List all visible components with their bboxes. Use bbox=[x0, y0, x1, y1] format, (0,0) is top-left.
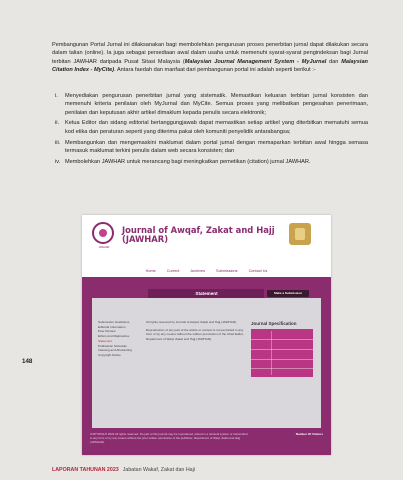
report-title: LAPORAN TAHUNAN 2023 bbox=[52, 467, 119, 473]
department-name: Jabatan Wakaf, Zakat dan Haji bbox=[122, 467, 195, 473]
sidebar-item: Peer Review bbox=[98, 329, 116, 334]
intro-mycite: Malaysian Citation Index - MyCite) bbox=[52, 58, 368, 74]
site-footer-text: COPYRIGHT 2024 All rights reserved. No part of this journal may be reproduced, stored in a retrieval system or transmitted in any form or by any means without the prior written permission of the publisher, Department of Waqf, Zakat and Hajj (JAWHAR). bbox=[90, 432, 248, 445]
site-sidebar-menu bbox=[98, 320, 138, 358]
sidebar-item: Ethics And Malpractice bbox=[98, 334, 130, 339]
sidebar-item: Publication Schedule bbox=[98, 343, 127, 348]
site-header bbox=[82, 215, 331, 271]
make-submission-button: Make a Submission bbox=[267, 290, 309, 297]
visitor-counter: Number Of Visitors bbox=[295, 432, 323, 436]
logo-caption: JAWHAR bbox=[98, 246, 110, 249]
statement-content: All rights reserved by Journal of Awqaf, Zakat and Hajj (JAWHAR). Reproduction of any part of the article or content is not permitted in any form or by any means without the written permission of the Chief Editor, Department of Waqf, Zakat and Hajj (JAWHAR). bbox=[146, 320, 244, 341]
objective-item: i. Menyediakan pengurusan penerbitan jurnal yang sistematik. Memastikan keluaran terbitan jurnal konsisten dan memenuhi kriteria penilaian oleh MyJurnal dan MyCite. Semua proses yang melibatkan pengesahan penerimaan, penilaian dan keputusan akhir artikel dimaklum kepada penulis secara elektronik; bbox=[55, 93, 368, 116]
spec-title: Journal Specification bbox=[251, 321, 297, 326]
panel-title: Statement bbox=[195, 291, 218, 296]
nav-submissions: Submissions bbox=[216, 269, 238, 273]
sidebar-item: Submission Guidelines bbox=[98, 320, 130, 324]
panel-header bbox=[92, 289, 321, 298]
statement-panel bbox=[92, 289, 321, 428]
objective-item: ii. Ketua Editor dan sidang editorial bertanggungjawab dapat memastikan setiap artikel yang diterbitkan mematuhi semua kod etika dan peraturan seperti yang diterima pakai oleh komuniti penyelidik antarabangsa; bbox=[55, 120, 368, 135]
journal-website-screenshot bbox=[82, 215, 331, 455]
site-nav bbox=[82, 264, 331, 278]
objective-item: iii. Membangunkan dan mengemaskini maklumat dalam portal jurnal dengan memaparkan terbitan awal hingga semasa termasuk maklumat terkini penulis dalam web secara konsisten; dan bbox=[55, 139, 368, 154]
objective-item: iv. Membolehkan JAWHAR untuk merancang bagi meningkatkan pemetikan (citation) jurnal JAWHAR. bbox=[55, 158, 311, 165]
intro-text-a: Pembangunan Portal Jurnal ini dilaksanakan bagi membolehkan pengurusan proses penerbitan jurnal dapat dilakukan secara dalam talian (online). Ia juga sebagai persediaan awal dalam usaha untuk memenuhi syarat-syarat pengindeksan bagi Jurnal terbitan JAWHAR daripada Pusat Sitasi Malaysia ( bbox=[52, 42, 368, 65]
intro-text-b: dan bbox=[326, 58, 342, 65]
site-body bbox=[82, 277, 331, 455]
objectives-list bbox=[52, 92, 368, 169]
nav-current: Current bbox=[166, 269, 180, 273]
intro-mjms: Malaysian Journal Management System - MyJurnal bbox=[184, 58, 327, 65]
nav-contact: Contact Us bbox=[248, 269, 268, 273]
sidebar-item: Copyright Notice bbox=[98, 352, 121, 357]
nav-home: Home bbox=[145, 269, 156, 273]
intro-paragraph bbox=[52, 41, 368, 75]
crest-icon bbox=[289, 223, 311, 245]
page-footer bbox=[52, 467, 195, 473]
spec-table bbox=[251, 329, 313, 377]
nav-archives: Archives bbox=[190, 269, 206, 273]
page-number: 148 bbox=[22, 358, 33, 365]
sidebar-item: Indexing and Abstracting bbox=[98, 348, 132, 353]
sidebar-item: Statement bbox=[98, 338, 113, 343]
jawhar-logo-icon bbox=[92, 222, 114, 244]
site-title: Journal of Awqaf, Zakat and Hajj (JAWHAR) bbox=[122, 225, 275, 244]
intro-text-c: . Antara faedah dan manfaat dari pembangunan portal ini adalah seperti berikut :- bbox=[114, 67, 316, 74]
sidebar-item: Editorial Information bbox=[98, 324, 126, 329]
